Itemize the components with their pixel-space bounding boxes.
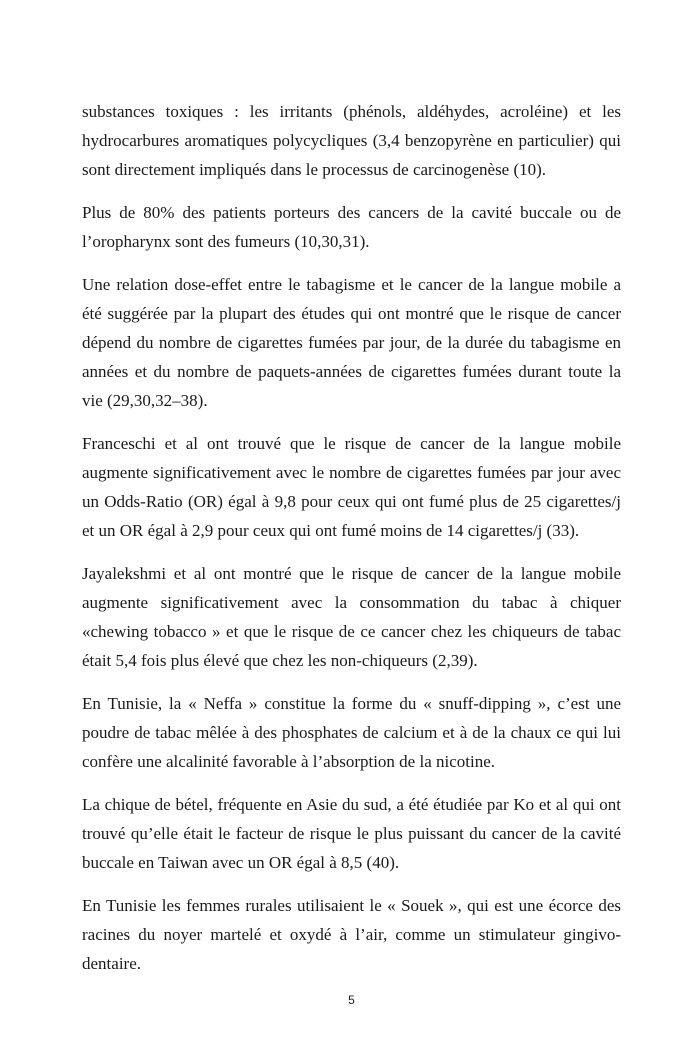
paragraph: Franceschi et al ont trouvé que le risque de cancer de la langue mobile augmente significativement avec le nombre de cigarettes fumées par jour avec un Odds-Ratio (OR) égal à 9,8 pour ceux qui ont fumé plus de 25 cigarettes/j et un OR égal à 2,9 pour ceux qui ont fumé moins de 14 cigarettes/j (33). [82,434,621,540]
paragraph: En Tunisie, la « Neffa » constitue la forme du « snuff-dipping », c’est une poudre de tabac mêlée à des phosphates de calcium et à de la chaux ce qui lui confère une alcalinité favorable à l’absorption de la nicotine. [82,694,621,771]
paragraph: Plus de 80% des patients porteurs des cancers de la cavité buccale ou de l’oropharynx sont des fumeurs (10,30,31). [82,203,621,251]
paragraph: En Tunisie les femmes rurales utilisaient le « Souek », qui est une écorce des racines du noyer martelé et oxydé à l’air, comme un stimulateur gingivo-dentaire. [82,896,621,973]
page-number: 5 [348,993,355,1007]
paragraph: Jayalekshmi et al ont montré que le risque de cancer de la langue mobile augmente significativement avec la consommation du tabac à chiquer «chewing tobacco » et que le risque de ce cancer chez les chiqueurs de tabac était 5,4 fois plus élevé que chez les non-chiqueurs (2,39). [82,564,621,670]
document-body [82,97,621,978]
paragraph: Une relation dose-effet entre le tabagisme et le cancer de la langue mobile a été suggérée par la plupart des études qui ont montré que le risque de cancer dépend du nombre de cigarettes fumées par jour, de la durée du tabagisme en années et du nombre de paquets-années de cigarettes fumées durant toute la vie (29,30,32–38). [82,275,621,410]
paragraph: substances toxiques : les irritants (phénols, aldéhydes, acroléine) et les hydrocarbures aromatiques polycycliques (3,4 benzopyrène en particulier) qui sont directement impliqués dans le processus de carcinogenèse (10). [82,102,621,179]
paragraph: La chique de bétel, fréquente en Asie du sud, a été étudiée par Ko et al qui ont trouvé qu’elle était le facteur de risque le plus puissant du cancer de la cavité buccale en Taiwan avec un OR égal à 8,5 (40). [82,795,621,872]
